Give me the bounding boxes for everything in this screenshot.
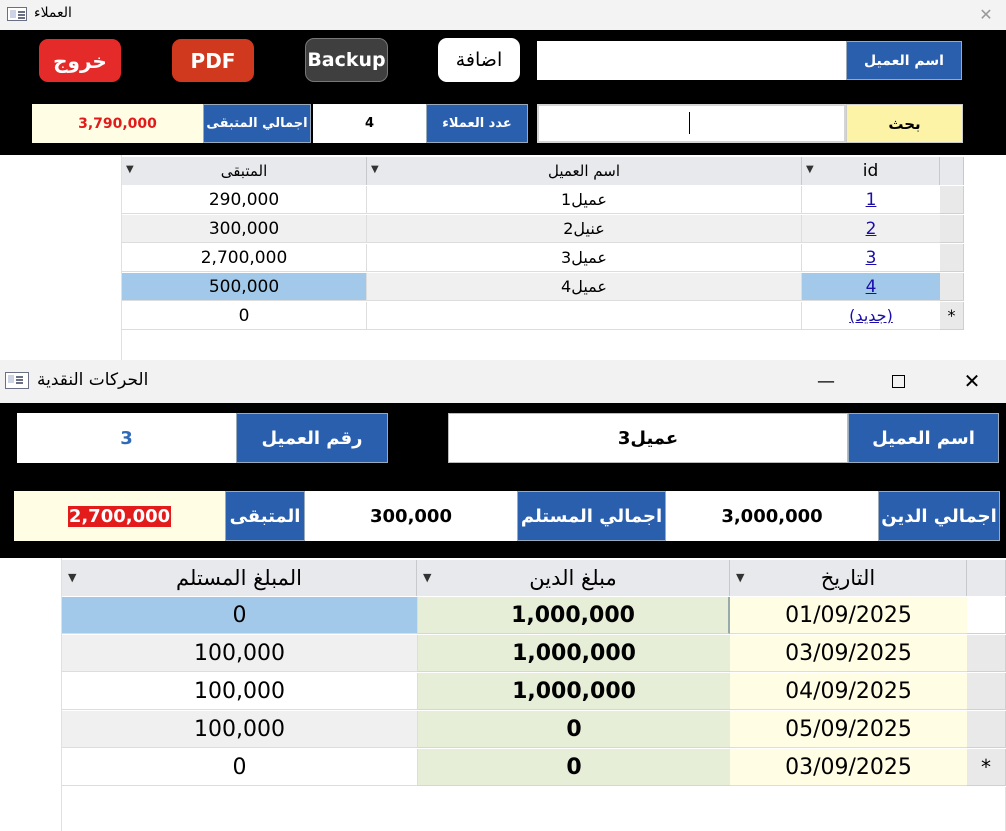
- row-selector[interactable]: [967, 635, 1006, 672]
- form-icon: [5, 372, 29, 389]
- row-selector[interactable]: [967, 597, 1006, 634]
- customers-datasheet: [32, 155, 964, 360]
- total-received-value: 300,000: [305, 491, 517, 541]
- customer-count-label: عدد العملاء: [426, 104, 528, 143]
- table-row-name[interactable]: عنيل2: [367, 215, 802, 243]
- transactions-datasheet: [14, 558, 1006, 831]
- chevron-down-icon[interactable]: ▼: [806, 164, 814, 175]
- column-header-remaining-label: المتبقى: [220, 162, 268, 180]
- table-row-debt[interactable]: 1,000,000: [417, 635, 730, 672]
- table-row-received[interactable]: 100,000: [62, 711, 417, 748]
- maximize-icon[interactable]: [880, 366, 916, 396]
- column-header-received[interactable]: [62, 560, 417, 596]
- remaining-label: المتبقى: [225, 491, 305, 541]
- chevron-down-icon[interactable]: ▼: [423, 571, 432, 584]
- table-row-debt[interactable]: 1,000,000: [417, 673, 730, 710]
- column-header-debt-label: مبلغ الدين: [529, 566, 617, 590]
- table-row-date[interactable]: 04/09/2025: [730, 673, 967, 710]
- customer-name-label: اسم العميل: [848, 413, 999, 463]
- column-header-name-label: اسم العميل: [547, 162, 621, 180]
- total-remaining-value: 3,790,000: [32, 104, 203, 143]
- id-link[interactable]: 4: [865, 276, 877, 297]
- table-row-received[interactable]: 100,000: [62, 635, 417, 672]
- transactions-window-title: الحركات النقدية: [37, 370, 149, 390]
- search-input[interactable]: [537, 104, 846, 143]
- transactions-titlebar: [0, 360, 1006, 403]
- remaining-value: [14, 491, 225, 541]
- customers-titlebar: [0, 0, 1006, 30]
- table-row-debt[interactable]: 1,000,000: [417, 597, 730, 634]
- chevron-down-icon[interactable]: ▼: [736, 571, 745, 584]
- column-header-remaining[interactable]: [122, 157, 367, 185]
- customer-number-value: 3: [17, 413, 236, 463]
- row-selector[interactable]: [967, 711, 1006, 748]
- new-row-marker[interactable]: *: [940, 302, 964, 330]
- empty-datasheet-area: [62, 787, 1006, 831]
- table-row-date[interactable]: 03/09/2025: [730, 749, 967, 786]
- customer-number-label: رقم العميل: [236, 413, 388, 463]
- pdf-button[interactable]: PDF: [172, 39, 254, 82]
- table-row-debt[interactable]: 0: [417, 711, 730, 748]
- table-row-date[interactable]: 05/09/2025: [730, 711, 967, 748]
- column-header-date[interactable]: [730, 560, 967, 596]
- column-header-debt[interactable]: [417, 560, 730, 596]
- customer-count-value: 4: [313, 104, 426, 143]
- close-icon[interactable]: ✕: [979, 4, 993, 24]
- table-row-id[interactable]: [802, 215, 940, 243]
- table-row-remaining[interactable]: 2,700,000: [122, 244, 367, 272]
- table-row-name[interactable]: عميل4: [367, 273, 802, 301]
- text-cursor: [689, 112, 690, 134]
- new-row-remaining[interactable]: 0: [122, 302, 367, 330]
- customers-window-title: العملاء: [34, 5, 72, 21]
- minimize-icon[interactable]: —: [817, 370, 835, 392]
- select-all-corner[interactable]: [967, 560, 1006, 596]
- table-row-date[interactable]: 01/09/2025: [730, 597, 967, 634]
- row-selector[interactable]: [967, 673, 1006, 710]
- remaining-value-text: 2,700,000: [68, 505, 171, 527]
- table-row-remaining[interactable]: 300,000: [122, 215, 367, 243]
- table-row-id[interactable]: [802, 273, 940, 301]
- column-header-id[interactable]: [802, 157, 940, 185]
- table-row-received[interactable]: 0: [62, 597, 417, 634]
- column-header-name[interactable]: [367, 157, 802, 185]
- new-row-marker[interactable]: *: [967, 749, 1006, 786]
- total-received-label: اجمالي المستلم: [517, 491, 666, 541]
- column-header-date-label: التاريخ: [820, 566, 876, 590]
- total-debt-value: 3,000,000: [666, 491, 878, 541]
- new-row-id[interactable]: [802, 302, 940, 330]
- total-remaining-label: اجمالي المتبقى: [203, 104, 311, 143]
- chevron-down-icon[interactable]: ▼: [68, 571, 77, 584]
- customer-name-value: عميل3: [448, 413, 848, 463]
- table-row-date[interactable]: 03/09/2025: [730, 635, 967, 672]
- row-selector[interactable]: [940, 186, 964, 214]
- chevron-down-icon[interactable]: ▼: [371, 164, 379, 175]
- new-row-name[interactable]: [367, 302, 802, 330]
- backup-button[interactable]: Backup: [305, 38, 388, 82]
- add-button[interactable]: اضافة: [438, 38, 520, 82]
- exit-button[interactable]: خروج: [39, 39, 121, 82]
- table-row-id[interactable]: [802, 244, 940, 272]
- table-row-received[interactable]: 0: [62, 749, 417, 786]
- select-all-corner[interactable]: [940, 157, 964, 185]
- column-header-id-label: id: [862, 161, 879, 181]
- datasheet-left-gutter: [14, 558, 62, 831]
- table-row-id[interactable]: [802, 186, 940, 214]
- form-icon: [7, 7, 27, 21]
- row-selector[interactable]: [940, 244, 964, 272]
- table-row-debt[interactable]: 0: [417, 749, 730, 786]
- id-link[interactable]: 3: [865, 247, 877, 268]
- table-row-remaining[interactable]: 500,000: [122, 273, 367, 301]
- close-icon[interactable]: ✕: [963, 369, 981, 393]
- total-debt-label: اجمالي الدين: [878, 491, 1000, 541]
- column-header-received-label: المبلغ المستلم: [176, 566, 302, 590]
- table-row-name[interactable]: عميل1: [367, 186, 802, 214]
- customer-name-input[interactable]: [537, 41, 846, 80]
- datasheet-left-gutter: [32, 155, 122, 360]
- id-link[interactable]: 2: [865, 218, 877, 239]
- row-selector[interactable]: [940, 273, 964, 301]
- chevron-down-icon[interactable]: ▼: [126, 164, 134, 175]
- customer-name-label: اسم العميل: [846, 41, 962, 80]
- new-record-link[interactable]: (جديد): [849, 306, 893, 325]
- table-row-received[interactable]: 100,000: [62, 673, 417, 710]
- table-row-name[interactable]: عميل3: [367, 244, 802, 272]
- id-link[interactable]: 1: [865, 189, 877, 210]
- search-label[interactable]: بحث: [846, 104, 963, 143]
- table-row-remaining[interactable]: 290,000: [122, 186, 367, 214]
- row-selector[interactable]: [940, 215, 964, 243]
